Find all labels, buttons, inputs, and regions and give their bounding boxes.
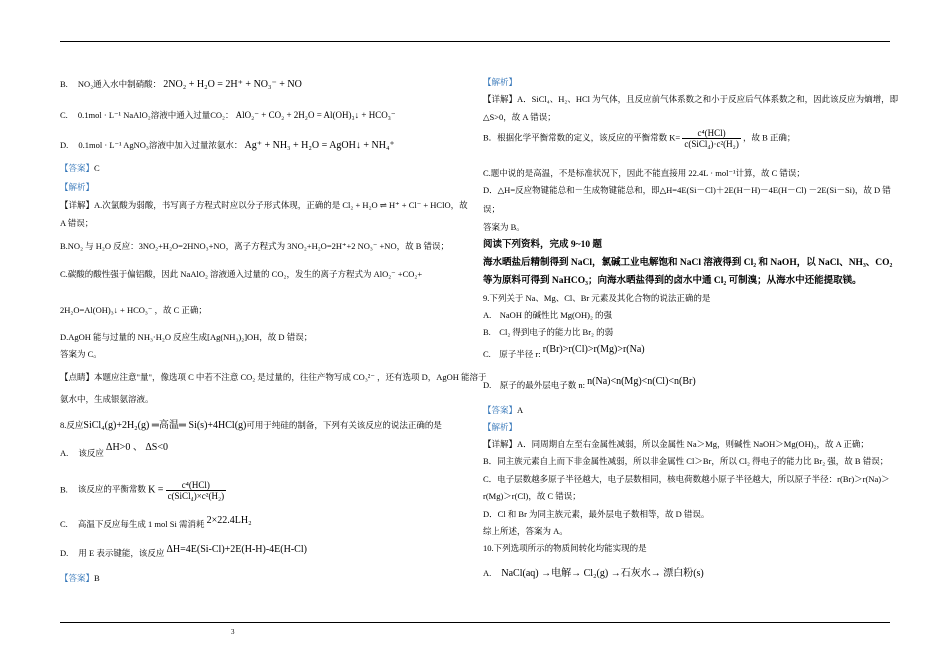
q8-option-a xyxy=(60,442,168,460)
option-b-label: B. xyxy=(60,79,68,89)
answer-value: C xyxy=(94,163,100,173)
reading-heading: 阅读下列资料，完成 9~10 题 xyxy=(483,240,602,250)
detail-line: r(Mg)＞r(Cl)，故 C 错误； xyxy=(483,491,581,501)
q9-option-a: A. NaOH 的碱性比 Mg(OH)₂ 的强 xyxy=(483,310,613,320)
q8-option-a-label: A. xyxy=(60,448,69,458)
q8-option-b-text: 该反应的平衡常数 xyxy=(77,484,146,495)
detail-line: 【详解】A．同周期自左至右金属性减弱，所以金属性 Na＞Mg，则碱性 NaOH＞Mg(OH)₂，故 A 正确； xyxy=(483,439,869,449)
analysis-label: 【解析】 xyxy=(60,182,95,192)
top-rule xyxy=(60,41,890,42)
detail-k-prefix: B．根据化学平衡常数的定义，该反应的平衡常数 K= xyxy=(483,132,681,143)
fraction-denominator: c(SiCl₄)·c²(H₂) xyxy=(684,139,739,149)
reading-text: 等为原料可得到 NaHCO₃；向海水晒盐得到的卤水中通 Cl₂ 可制溴；从海水中还能提取镁。 xyxy=(483,276,862,286)
question-10-stem: 10.下列选项所示的物质间转化均能实现的是 xyxy=(483,543,647,553)
fraction-numerator: c⁴(HCl) xyxy=(181,480,210,490)
q8-answer-value: B xyxy=(94,573,100,583)
q9-option-d-text: D. 原子的最外层电子数 n: xyxy=(483,380,586,390)
detail-line: D．Cl 和 Br 为同主族元素，最外层电子数相等，故 D 错误。 xyxy=(483,509,710,519)
detail-line: B．同主族元素自上而下非金属性减弱，所以非金属性 Cl＞Br，所以 Cl₂ 得电子的能力比 Br₂ 强，故 B 错误； xyxy=(483,456,889,466)
option-d xyxy=(60,139,395,152)
detail-k-suffix: ，故 B 正确； xyxy=(742,132,796,143)
detail-line: 综上所述，答案为 A。 xyxy=(483,526,568,536)
option-b-text: NO₂通入水中制硝酸： xyxy=(77,79,162,89)
option-d-formula: Ag⁺ + NH₃ + H₂O = AgOH↓ + NH₄⁺ xyxy=(244,140,395,151)
q8-option-c xyxy=(60,515,252,531)
detail-line: 答案为 B。 xyxy=(483,222,525,232)
q9-answer xyxy=(483,404,523,416)
q8-option-b-label: B. xyxy=(60,484,68,495)
reading-text: 海水晒盐后精制得到 NaCl，氯碱工业电解饱和 NaCl 溶液得到 Cl₂ 和 NaOH，以 NaCl、NH₃、CO₂ xyxy=(483,258,893,268)
detail-line: C.题中说的是高温，不是标准状况下，因此不能直接用 22.4L · mol⁻¹计算，故 C 错误； xyxy=(483,168,805,178)
q10-option-a xyxy=(483,567,704,580)
detail-k-fraction xyxy=(682,128,740,149)
detail-line: 【详解】A．SiCl₄、H₂、HCl 为气体，且反应前气体系数之和小于反应后气体系数之和，因此该反应为熵增，即 xyxy=(483,94,899,104)
q8-answer-label: 【答案】 xyxy=(60,573,95,583)
detail-line: D.AgOH 能与过量的 NH₃·H₂O 反应生成[Ag(NH₃)₂]OH，故 D 错误； xyxy=(60,332,313,342)
option-d-text: 0.1mol · L⁻¹ AgNO₃溶液中加入过量浓氨水： xyxy=(78,140,243,150)
option-c-label: C. xyxy=(60,110,68,120)
q8-option-d-text: 用 E 表示键能，该反应 xyxy=(78,548,165,558)
detail-line-k xyxy=(483,128,795,149)
detail-line: D．△H=反应物键能总和－生成物键能总和，即△H=4E(Si－Cl)＋2E(H－H)－4E(H－Cl) －2E(Si－Si)，故 D 错 xyxy=(483,185,891,195)
q8-formula: SiCl₄(g)+2H₂(g) ═高温═ Si(s)+4HCl(g) xyxy=(83,420,247,431)
tip-line: 【点睛】本题应注意"量"，像选项 C 中若不注意 CO₂ 是过量的，往往产物写成 CO₃²⁻ ，还有选项 D，AgOH 能溶于 xyxy=(60,372,487,382)
q8-stem-suffix: 可用于纯硅的制备，下列有关该反应的说法正确的是 xyxy=(246,420,442,430)
question-9-stem: 9.下列关于 Na、Mg、Cl、Br 元素及其化合物的说法正确的是 xyxy=(483,293,711,303)
q8-option-d-formula: ΔH=4E(Si-Cl)+2E(H-H)-4E(H-Cl) xyxy=(166,544,307,555)
tip-line: 氨水中，生成银氨溶液。 xyxy=(60,394,154,404)
option-b-formula: 2NO₂ + H₂O = 2H⁺ + NO₃⁻ + NO xyxy=(163,79,302,90)
page-number: 3 xyxy=(231,628,235,636)
q9-option-b: B. Cl₂ 得到电子的能力比 Br₂ 的弱 xyxy=(483,327,614,337)
option-d-label: D. xyxy=(60,140,69,150)
q8-option-c-text: 高温下反应每生成 1 mol Si 需消耗 xyxy=(77,519,205,529)
detail-line: △S>0，故 A 错误； xyxy=(483,112,556,122)
option-b xyxy=(60,78,302,91)
detail-line: 答案为 C。 xyxy=(60,349,102,359)
q8-option-d-label: D. xyxy=(60,548,69,558)
q10-option-a-label: A. xyxy=(483,568,492,578)
q9-answer-label: 【答案】 xyxy=(483,405,518,415)
q8-option-b xyxy=(60,480,226,501)
q9-option-c-text: C. 原子半径 r: xyxy=(483,349,541,359)
detail-line: B.NO₂ 与 H₂O 反应：3NO₂+H₂O=2HNO₃+NO，离子方程式为 3NO₂+H₂O=2H⁺+2 NO₃⁻ +NO，故 B 错误； xyxy=(60,241,449,251)
answer-label: 【答案】 xyxy=(60,163,95,173)
q8-option-a-formula: ΔH>0 、 ΔS<0 xyxy=(106,442,168,453)
q8-option-a-text: 该反应 xyxy=(78,448,104,458)
q9-option-c-formula: r(Br)>r(Cl)>r(Mg)>r(Na) xyxy=(542,344,645,355)
detail-line: C.碳酸的酸性强于偏铝酸，因此 NaAlO₂ 溶液通入过量的 CO₂，发生的离子方程式为 AlO₂⁻ +CO₂+ xyxy=(60,269,423,279)
option-c xyxy=(60,109,396,121)
q8-option-c-formula: 2×22.4LH₂ xyxy=(206,515,252,526)
q8-option-d xyxy=(60,544,307,560)
q9-answer-value: A xyxy=(517,405,524,415)
answer xyxy=(60,162,100,174)
option-c-formula: AlO₂⁻ + CO₂ + 2H₂O = Al(OH)₃↓ + HCO₃⁻ xyxy=(235,110,396,120)
detail-line: A 错误； xyxy=(60,218,94,228)
fraction-denominator: c(SiCl₄)×c²(H₂) xyxy=(167,491,225,501)
fraction-numerator: c⁴(HCl) xyxy=(697,128,726,138)
q8-option-b-k: K = xyxy=(148,484,164,496)
detail-line: 误； xyxy=(483,204,501,214)
q8-option-c-label: C. xyxy=(60,519,68,529)
bottom-rule xyxy=(60,622,890,623)
question-8-stem xyxy=(60,419,442,432)
q8-answer xyxy=(60,572,100,584)
detail-line: 2H₂O=Al(OH)₃↓ + HCO₃⁻ ，故 C 正确； xyxy=(60,305,207,315)
detail-line: C．电子层数越多原子半径越大，电子层数相同，核电荷数越小原子半径越大，所以原子半径：r(Br)＞r(Na)＞ xyxy=(483,474,890,484)
option-c-text: 0.1mol · L⁻¹ NaAlO₂溶液中通入过量CO₂： xyxy=(77,110,234,120)
analysis-label: 【解析】 xyxy=(483,77,518,87)
q9-option-d-formula: n(Na)<n(Mg)<n(Cl)<n(Br) xyxy=(587,376,696,387)
analysis-label: 【解析】 xyxy=(483,422,518,432)
q9-option-c xyxy=(483,344,645,361)
detail-line: 【详解】A.次氯酸为弱酸，书写离子方程式时应以分子形式体现，正确的是 Cl₂ + H₂O ⇌ H⁺ + Cl⁻ + HClO，故 xyxy=(60,200,468,210)
q9-option-d xyxy=(483,376,696,392)
q8-stem-prefix: 8.反应 xyxy=(60,420,84,430)
q8-option-b-fraction xyxy=(166,480,227,501)
q10-option-a-formula: NaCl(aq) →电解→ Cl₂(g) →石灰水→ 漂白粉(s) xyxy=(501,568,704,579)
